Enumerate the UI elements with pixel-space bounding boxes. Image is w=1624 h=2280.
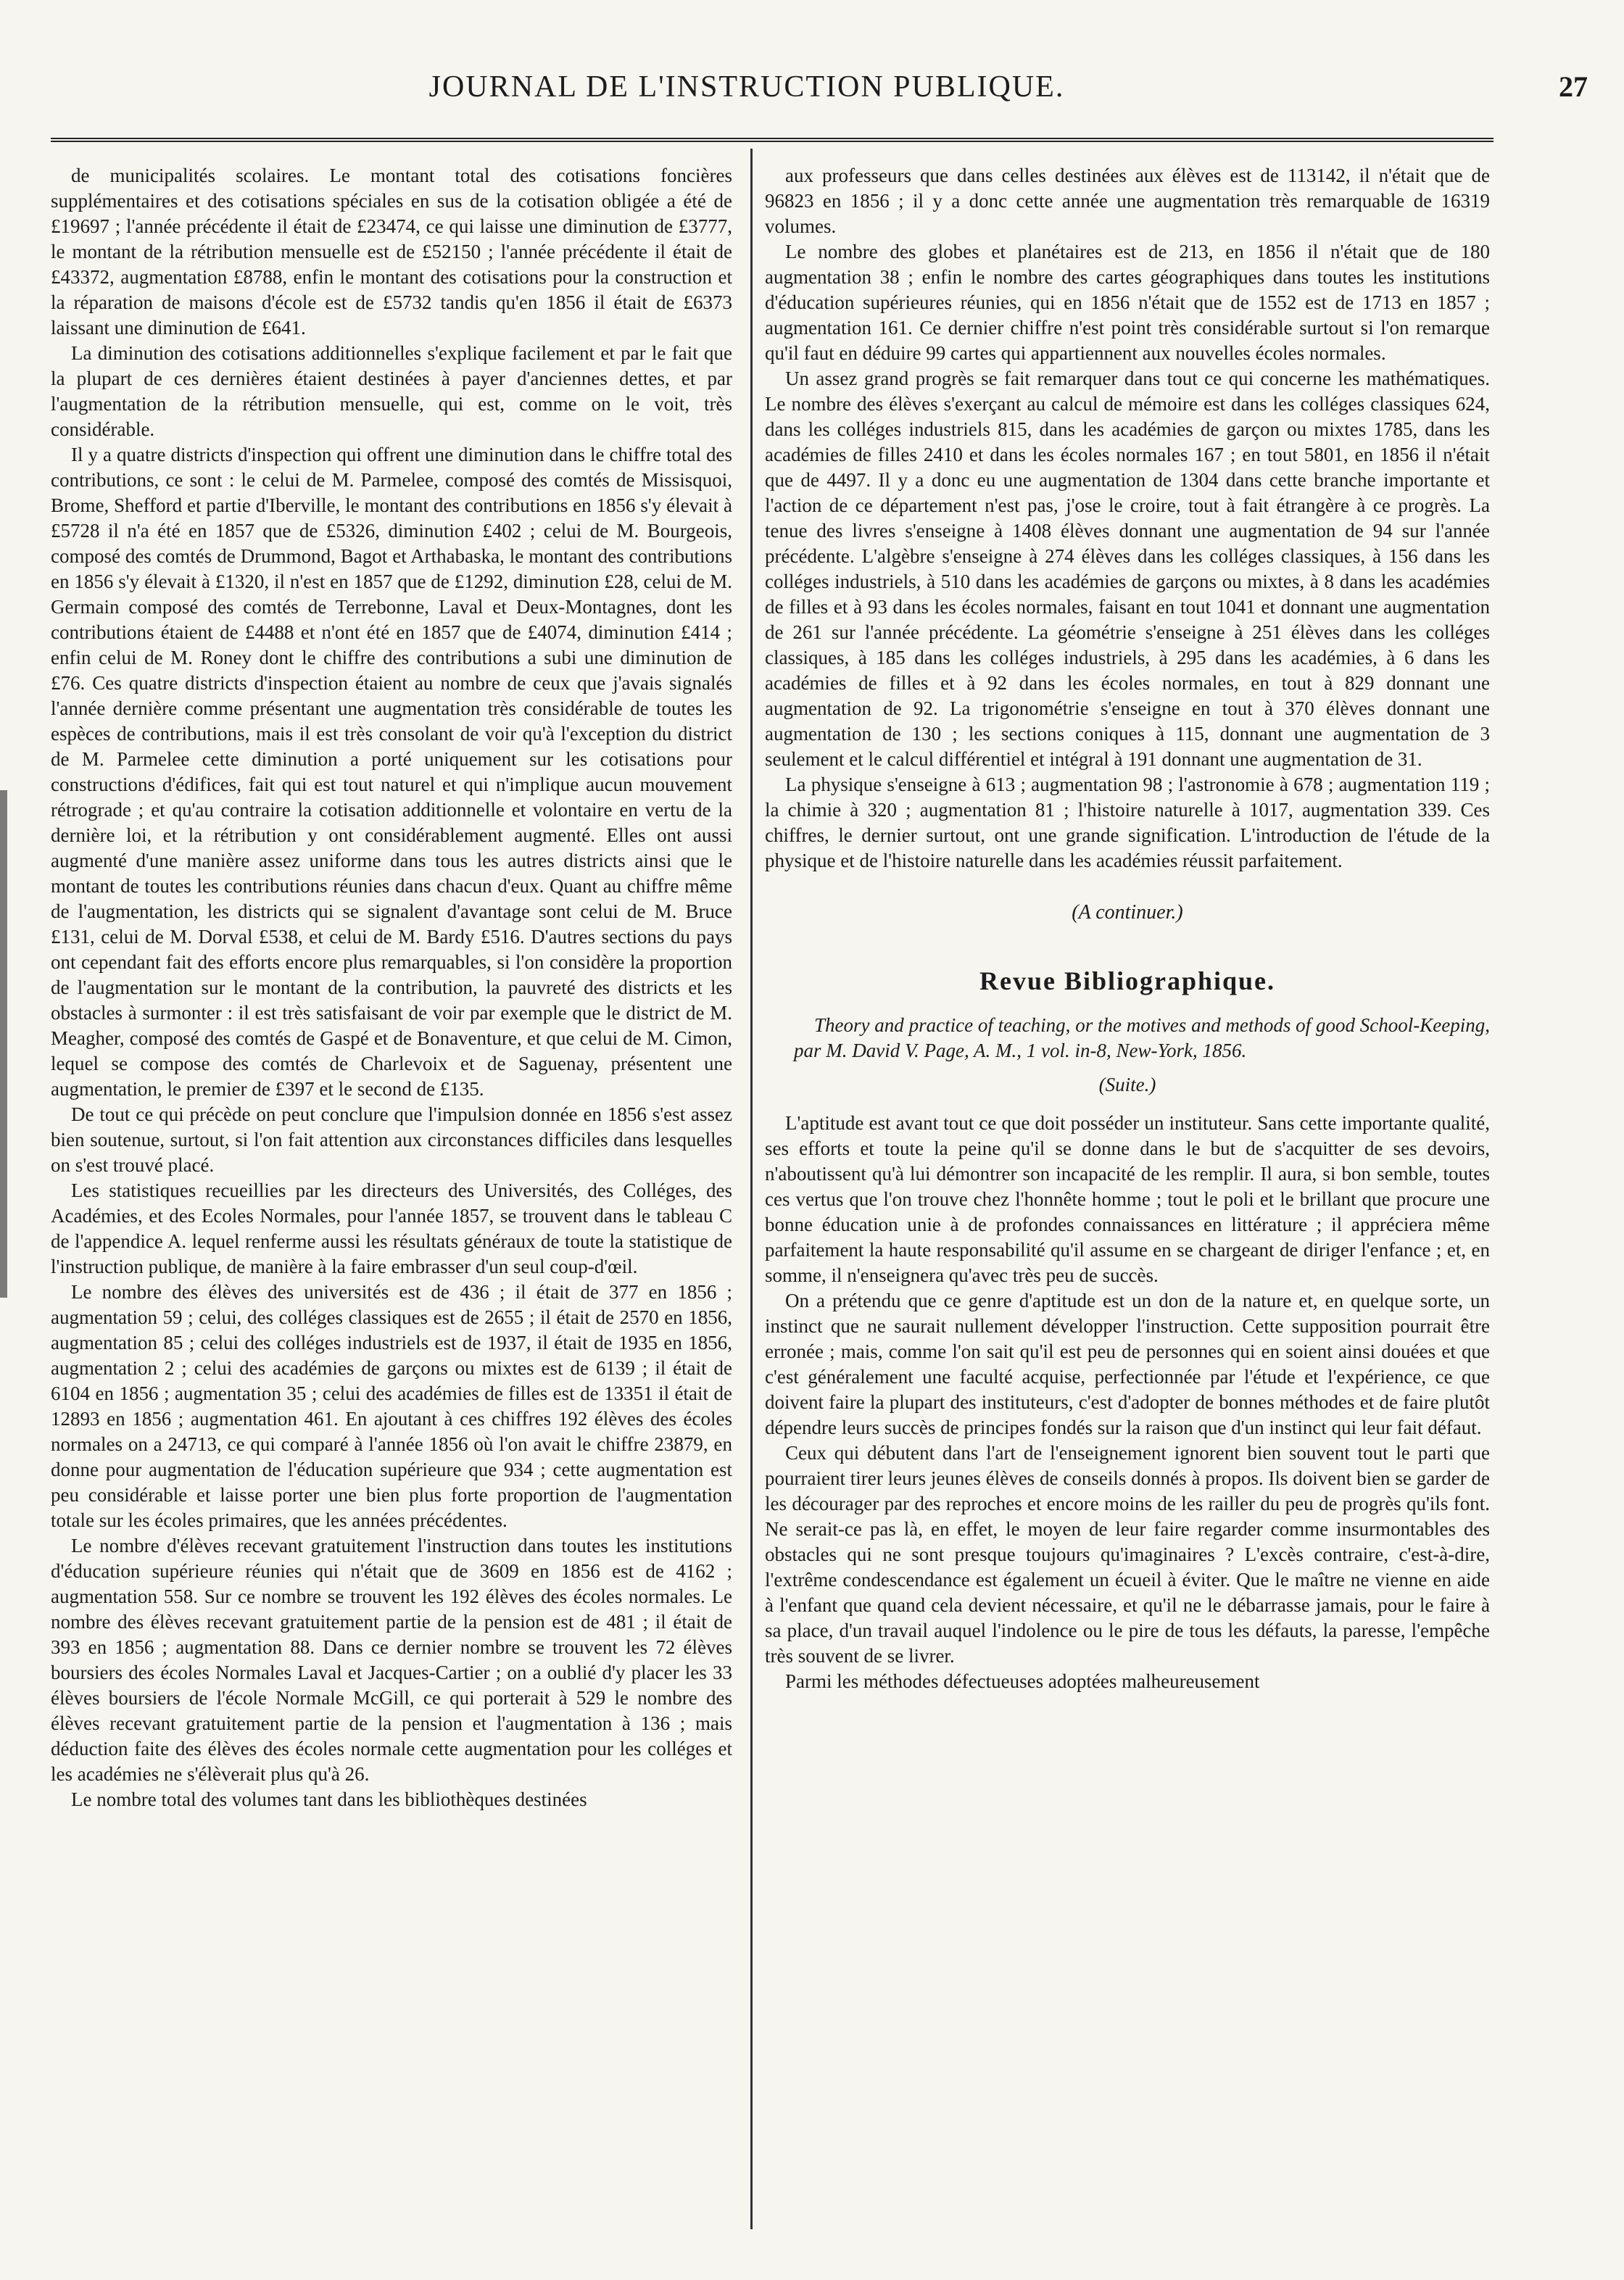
header-rule xyxy=(51,138,1494,142)
paragraph: Le nombre des élèves des universités est de 436 ; il était de 377 en 1856 ; augmentation 59 ; celui, des colléges classiques est de 2655 ; il était de 2570 en 1856, augmentation 85 ; celui des colléges industriels est de 1937, il était de 1935 en 1856, augmentation 2 ; celui des académies de garçons ou mixtes est de 6139 ; il était de 6104 en 1856 ; augmentation 35 ; celui des académies de filles est de 13351 il était de 12893 en 1856 ; augmentation 461. En ajoutant à ces chiffres 192 élèves des écoles normales on a 24713, ce qui comparé à l'année 1856 où l'on avait le chiffre 23879, en donne pour augmentation de l'éducation supérieure que 934 ; cette augmentation est peu considérable et laisse porter une bien plus forte proportion de l'augmentation totale sur les écoles primaires, que les années précédentes. xyxy=(51,1281,732,1531)
paragraph: L'aptitude est avant tout ce que doit posséder un instituteur. Sans cette importante qualité, ses efforts et toute la peine qu'il se donne dans le but de s'acquitter de ses devoirs, n'aboutissent qu'à lui démontrer son incapacité de les remplir. Il aura, si bon semble, toutes ces vertus que l'on trouve chez l'honnête homme ; tout le poli et le brillant que procure une bonne éducation unie à de profondes connaissances en littérature ; il appréciera même parfaitement la haute responsabilité qu'il assume en se chargeant de diriger l'enfance ; et, en somme, il n'enseignera qu'avec très peu de succès. xyxy=(765,1112,1490,1286)
left-column xyxy=(51,163,732,1812)
paragraph: Ceux qui débutent dans l'art de l'enseignement ignorent bien souvent tout le parti que pourraient tirer leurs jeunes élèves de conseils donnés à propos. Ils doivent bien se garder de les décourager par des reproches et encore moins de les railler du peu de progrès qu'ils font. Ne serait-ce pas là, en effet, le moyen de leur faire regarder comme insurmontables des obstacles qui ne sont presque toujours qu'imaginaires ? L'excès contraire, c'est-à-dire, l'extrême condescendance est également un écueil à éviter. Que le maître ne vienne en aide à l'enfant que quand cela devient nécessaire, et qu'il ne le débarrasse jamais, pour le faire à sa place, d'un travail auquel l'indolence ou le pire de tous les défauts, la paresse, l'empêche très souvent de se livrer. xyxy=(765,1442,1490,1667)
paragraph: La physique s'enseigne à 613 ; augmentation 98 ; l'astronomie à 678 ; augmentation 119 ; la chimie à 320 ; augmentation 81 ; l'histoire naturelle à 1017, augmentation 339. Ces chiffres, le dernier surtout, ont une grande signification. L'introduction de l'étude de la physique et de l'histoire naturelle dans les académies réussit parfaitement. xyxy=(765,774,1490,871)
paragraph: Le nombre d'élèves recevant gratuitement l'instruction dans toutes les institutions d'éducation supérieure réunies qui n'était que de 3609 en 1856 est de 4162 ; augmentation 558. Sur ce nombre se trouvent les 192 élèves des écoles normales. Le nombre des élèves recevant gratuitement partie de la pension est de 481 ; il était de 393 en 1856 ; augmentation 88. Dans ce dernier nombre se trouvent les 72 élèves boursiers des écoles Normales Laval et Jacques-Cartier ; on a oublié d'y placer les 33 élèves boursiers de l'école Normale McGill, ce qui porterait à 529 le nombre des élèves recevant gratuitement partie de la pension et l'augmentation à 136 ; mais déduction faite des élèves des écoles normale cette augmentation pour les colléges et les académies ne s'élèverait plus qu'à 26. xyxy=(51,1535,732,1785)
paragraph: Un assez grand progrès se fait remarquer dans tout ce qui concerne les mathématiques. Le nombre des élèves s'exerçant au calcul de mémoire est dans les colléges classiques 624, dans les colléges industriels 815, dans les académies de garçon ou mixtes 1785, dans les académies de filles 2410 et dans les écoles normales 167 ; en tout 5801, en 1856 il n'était que de 4497. Il y a donc eu une augmentation de 1304 dans cette branche importante et l'action de ce département n'est pas, j'ose le croire, tout à fait étrangère à ce progrès. La tenue des livres s'enseigne à 1408 élèves donnant une augmentation de 94 sur l'année précédente. L'algèbre s'enseigne à 274 élèves dans les colléges classiques, à 156 dans les colléges industriels, à 510 dans les académies de garçons ou mixtes, à 8 dans les académies de filles et à 93 dans les écoles normales, faisant en tout 1041 et donnant une augmentation de 261 sur l'année précédente. La géométrie s'enseigne à 251 élèves dans les colléges classiques, à 185 dans les colléges industriels, à 295 dans les académies, à 6 dans les académies de filles et à 92 dans les écoles normales, en tout à 829 donnant une augmentation de 92. La trigonométrie s'enseigne en tout à 370 élèves donnant une augmentation de 130 ; les sections coniques à 115, donnant une augmentation de 3 seulement et le calcul différentiel et intégral à 191 donnant une augmentation de 31. xyxy=(765,368,1490,770)
paragraph: Parmi les méthodes défectueuses adoptées malheureusement xyxy=(785,1670,1260,1692)
paragraph: de municipalités scolaires. Le montant total des cotisations foncières supplémentaires et des cotisations spéciales en sus de la cotisation obligée a été de £19697 ; l'année précédente il était de £23474, ce qui laisse une diminution de £3777, le montant de la rétribution mensuelle est de £52150 ; l'année précédente il était de £43372, augmentation £8788, enfin le montant des cotisations pour la construction et la réparation de maisons d'école est de £5732 tandis qu'en 1856 il était de £6373 laissant une diminution de £641. xyxy=(51,165,732,339)
paragraph: On a prétendu que ce genre d'aptitude est un don de la nature et, en quelque sorte, un instinct que ne saurait nullement développer l'instruction. Cette supposition pourrait être erronée ; mais, comme l'on sait qu'il est peu de personnes qui en soient ainsi douées et que c'est généralement une faculté acquise, perfectionnée par l'étude et l'expérience, ce que doivent faire la plupart des instituteurs, c'est d'adopter de bonnes méthodes et de faire plutôt dépendre leurs succès de principes fondés sur la raison que d'un instinct qui leur fait défaut. xyxy=(765,1290,1490,1438)
paragraph: Le nombre des globes et planétaires est de 213, en 1856 il n'était que de 180 augmentation 38 ; enfin le nombre des cartes géographiques dans toutes les institutions d'éducation supérieures réunies, qui en 1856 n'était que de 1552 est de 1713 en 1857 ; augmentation 161. Ce dernier chiffre n'est point très considérable surtout si l'on remarque qu'il faut en déduire 99 cartes qui appartiennent aux nouvelles écoles normales. xyxy=(765,241,1490,364)
section-heading: Revue Bibliographique. xyxy=(979,966,1276,995)
book-reference xyxy=(765,1013,1490,1064)
column-divider xyxy=(750,149,753,2229)
page-header xyxy=(0,70,1624,116)
book-reference-text: Theory and practice of teaching, or the motives and methods of good School-Keeping, par M. David V. Page, A. M., 1 vol. in-8, New-York, 1856. xyxy=(794,1014,1490,1061)
paragraph: Les statistiques recueillies par les directeurs des Universités, des Colléges, des Académies, et des Ecoles Normales, pour l'année 1857, se trouvent dans le tableau C de l'appendice A. lequel renferme aussi les résultats généraux de toute la statistique de l'instruction publique, de manière à la faire embrasser d'un seul coup-d'œil. xyxy=(51,1180,732,1277)
page-number: 27 xyxy=(1559,70,1588,103)
paragraph: aux professeurs que dans celles destinées aux élèves est de 113142, il n'était que de 96823 en 1856 ; il y a donc cette année une augmentation très remarquable de 16319 volumes. xyxy=(765,165,1490,237)
paragraph: Le nombre total des volumes tant dans les bibliothèques destinées xyxy=(71,1788,587,1810)
scan-edge-mark xyxy=(0,790,7,1298)
paragraph: Il y a quatre districts d'inspection qui offrent une diminution dans le chiffre total des contributions, ce sont : le celui de M. Parmelee, composé des comtés de Missisquoi, Brome, Shefford et partie d'Iberville, le montant des contributions en 1856 s'y élevait à £5728 il n'a été en 1857 que de £5326, diminution £402 ; celui de M. Bourgeois, composé des comtés de Drummond, Bagot et Arthabaska, le montant des contributions en 1856 s'y élevait à £1320, il n'est en 1857 que de £1292, diminution £28, celui de M. Germain composé des comtés de Terrebonne, Laval et Deux-Montagnes, dont les contributions étaient de £4488 et n'ont été en 1857 que de £4074, diminution £414 ; enfin celui de M. Roney dont le chiffre des contributions a subi une diminution de £76. Ces quatre districts d'inspection étaient au nombre de ceux que j'avais signalés l'année dernière comme présentant une augmentation très considérable de toutes les espèces de contributions, mais il est très consolant de voir qu'à l'exception du district de M. Parmelee cette diminution a porté uniquement sur les cotisations pour constructions d'édifices, fait qui est tout naturel et qui n'implique aucun mouvement rétrograde ; et qu'au contraire la cotisation additionnelle et volontaire en vertu de la dernière loi, et la rétribution y ont considérablement augmenté. Elles ont aussi augmenté d'une manière assez uniforme dans tous les autres districts ainsi que le montant de toutes les contributions réunies dans chacun d'eux. Quant au chiffre même de l'augmentation, les districts qui se signalent d'avantage sont celui de M. Bruce £131, celui de M. Dorval £538, et celui de M. Bardy £516. D'autres sections du pays ont cependant fait des efforts encore plus remarquables, si l'on considère la proportion de l'augmentation sur le montant de la contribution, la pauvreté des districts et les obstacles à surmonter : il est très satisfaisant de voir par exemple que le district de M. Meagher, composé des comtés de Gaspé et de Bonaventure, et que celui de M. Cimon, lequel se compose des comtés de Charlevoix et de Saguenay, présentent une augmentation, le premier de £397 et le second de £135. xyxy=(51,444,732,1100)
paragraph: De tout ce qui précède on peut conclure que l'impulsion donnée en 1856 s'est assez bien soutenue, surtout, si l'on fait attention aux circonstances difficiles dans lesquelles on s'est trouvé placé. xyxy=(51,1103,732,1176)
journal-title: JOURNAL DE L'INSTRUCTION PUBLIQUE. xyxy=(428,70,1065,104)
right-column xyxy=(765,163,1490,1694)
paragraph: La diminution des cotisations additionnelles s'explique facilement et par le fait que la plupart de ces dernières étaient destinées à payer d'anciennes dettes, et par l'augmentation de la rétribution mensuelle, qui est, comme on le voit, très considérable. xyxy=(51,342,732,440)
suite-note: (Suite.) xyxy=(1098,1074,1156,1095)
continuation-note: (A continuer.) xyxy=(1072,901,1183,924)
